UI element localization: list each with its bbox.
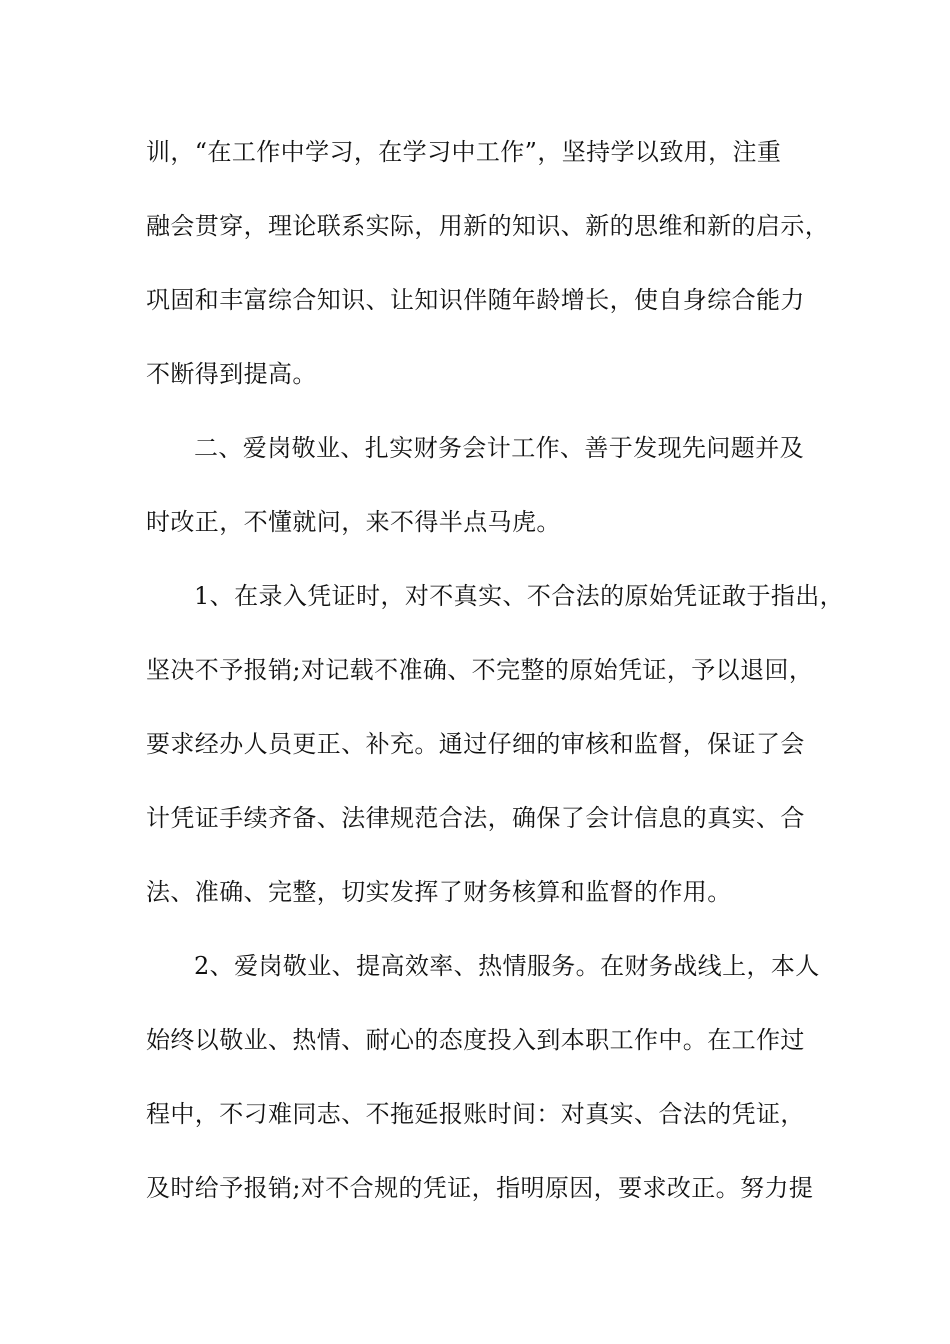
text-line: 始终以敬业、热情、耐心的态度投入到本职工作中。在工作过 xyxy=(146,1026,805,1054)
paragraph-first-line: 2、爱岗敬业、提高效率、热情服务。在财务战线上，本人 xyxy=(194,952,820,980)
paragraph-first-line: 1、在录入凭证时，对不真实、不合法的原始凭证敢于指出， xyxy=(194,582,845,610)
text-line: 要求经办人员更正、补充。通过仔细的审核和监督，保证了会 xyxy=(146,730,805,758)
text-line: 程中，不刁难同志、不拖延报账时间：对真实、合法的凭证， xyxy=(146,1100,805,1128)
text-line: 坚决不予报销;对记载不准确、不完整的原始凭证，予以退回， xyxy=(146,656,814,684)
text-line: 训，“在工作中学习，在学习中工作”，坚持学以致用，注重 xyxy=(146,138,782,166)
text-line: 融会贯穿，理论联系实际，用新的知识、新的思维和新的启示， xyxy=(146,212,830,240)
text-line: 时改正，不懂就问，来不得半点马虎。 xyxy=(146,508,561,536)
text-line: 不断得到提高。 xyxy=(146,360,317,388)
paragraph-first-line: 二、爱岗敬业、扎实财务会计工作、善于发现先问题并及 xyxy=(194,434,804,462)
text-line: 巩固和丰富综合知识、让知识伴随年龄增长，使自身综合能力 xyxy=(146,286,805,314)
text-line: 法、准确、完整，切实发挥了财务核算和监督的作用。 xyxy=(146,878,732,906)
text-line: 及时给予报销;对不合规的凭证，指明原因，要求改正。努力提 xyxy=(146,1174,814,1202)
text-line: 计凭证手续齐备、法律规范合法，确保了会计信息的真实、合 xyxy=(146,804,805,832)
